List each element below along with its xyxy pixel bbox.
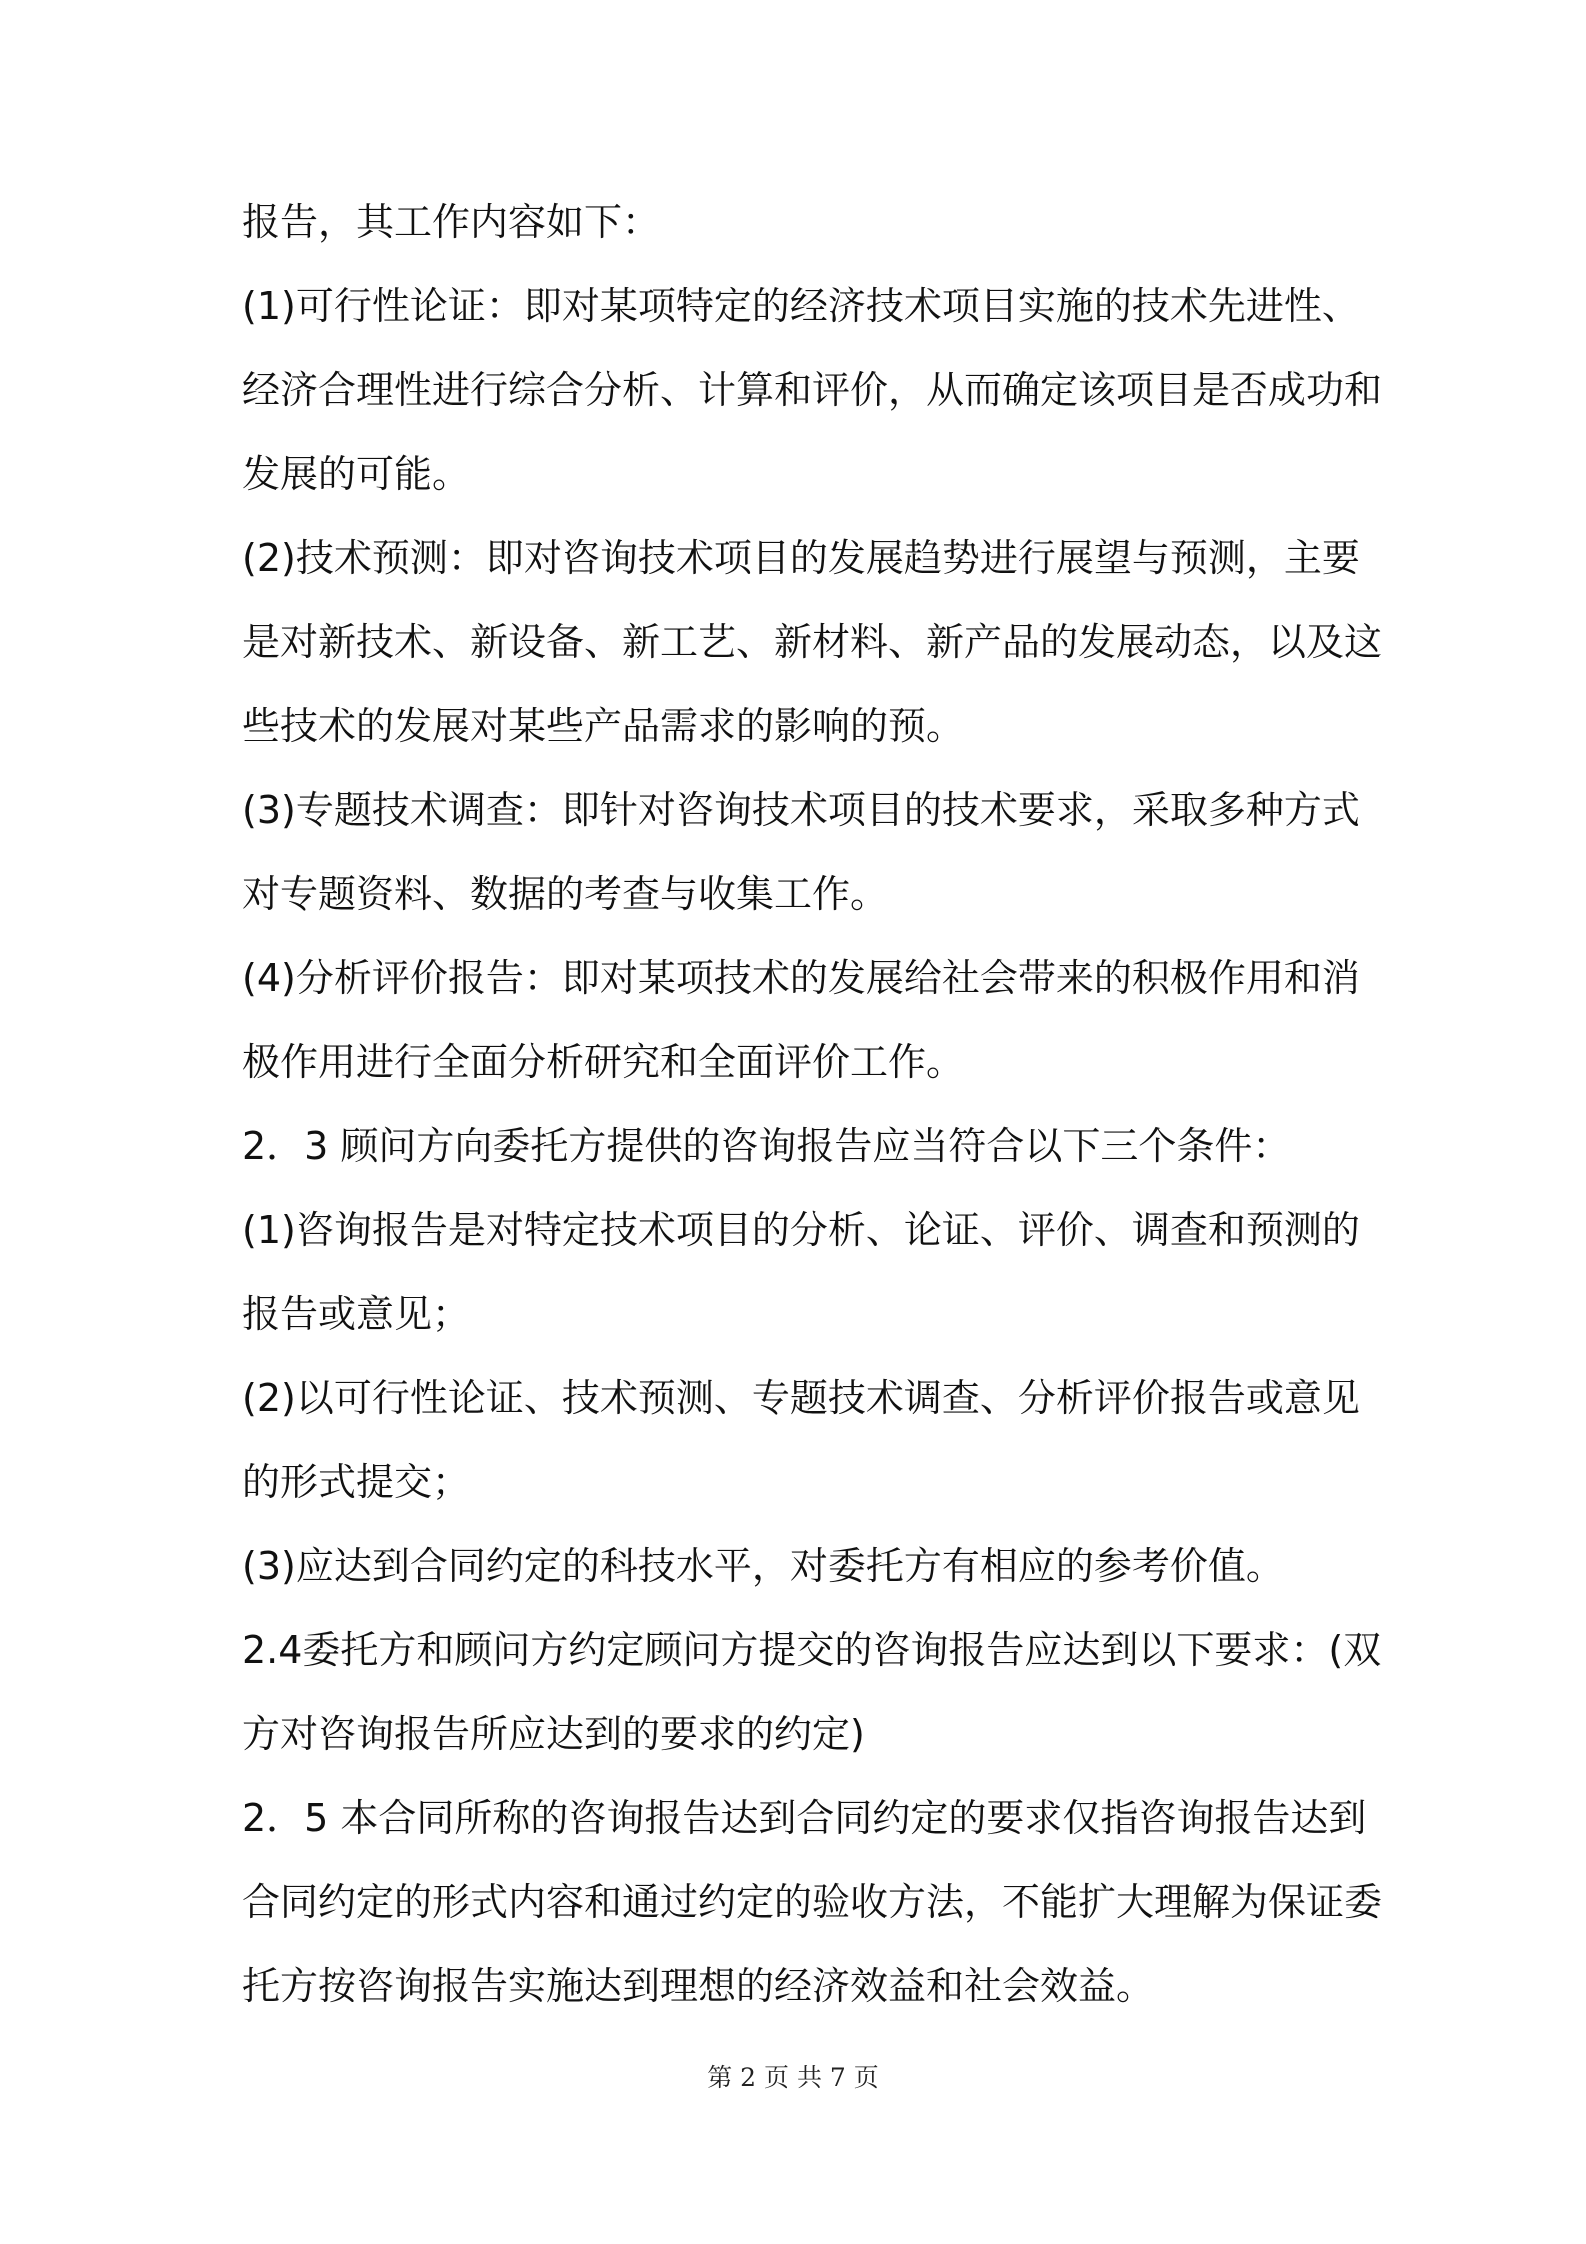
text-line: 2．5 本合同所称的咨询报告达到合同约定的要求仅指咨询报告达到 [242,1796,1367,1840]
text-line: 发展的可能。 [242,452,471,496]
text-line: 报告或意见； [242,1292,471,1336]
text-line: 是对新技术、新设备、新工艺、新材料、新产品的发展动态，以及这 [242,620,1383,664]
document-body [242,180,1383,2028]
text-line: 对专题资料、数据的考查与收集工作。 [242,872,889,916]
text-line: 些技术的发展对某些产品需求的影响的预。 [242,704,965,748]
text-line: 报告，其工作内容如下： [242,200,661,244]
text-line: (4)分析评价报告：即对某项技术的发展给社会带来的积极作用和消 [242,956,1360,1000]
text-line: 极作用进行全面分析研究和全面评价工作。 [242,1040,965,1084]
text-line: (2)以可行性论证、技术预测、专题技术调查、分析评价报告或意见 [242,1376,1360,1420]
text-line: 合同约定的形式内容和通过约定的验收方法，不能扩大理解为保证委 [242,1880,1383,1924]
text-line: (1)咨询报告是对特定技术项目的分析、论证、评价、调查和预测的 [242,1208,1360,1252]
text-line: 的形式提交； [242,1460,471,1504]
text-line: (3)应达到合同约定的科技水平，对委托方有相应的参考价值。 [242,1544,1284,1588]
text-line: 方对咨询报告所应达到的要求的约定) [242,1712,865,1756]
text-line: 2．3 顾问方向委托方提供的咨询报告应当符合以下三个条件： [242,1124,1291,1168]
text-line: (1)可行性论证：即对某项特定的经济技术项目实施的技术先进性、 [242,284,1360,328]
text-line: 2.4委托方和顾问方约定顾问方提交的咨询报告应达到以下要求：(双 [242,1628,1382,1672]
text-line: (2)技术预测：即对咨询技术项目的发展趋势进行展望与预测，主要 [242,536,1360,580]
text-line: 经济合理性进行综合分析、计算和评价，从而确定该项目是否成功和 [242,368,1383,412]
text-line: (3)专题技术调查：即针对咨询技术项目的技术要求，采取多种方式 [242,788,1360,832]
text-line: 托方按咨询报告实施达到理想的经济效益和社会效益。 [242,1964,1155,2008]
page-number-footer: 第 2 页 共 7 页 [707,2063,879,2092]
